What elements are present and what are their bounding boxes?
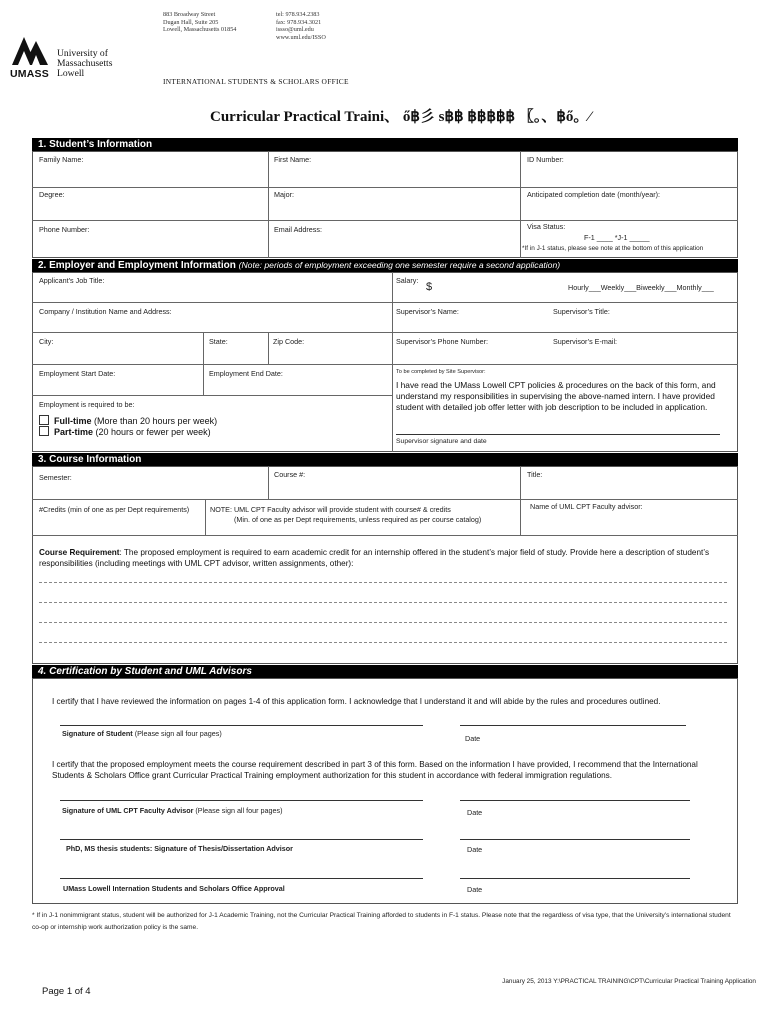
- contact-line: issso@uml.edu: [276, 26, 314, 33]
- visa-status-options[interactable]: F-1 ____ *J-1 _____: [584, 233, 650, 242]
- course-title-field[interactable]: Title:: [527, 470, 543, 479]
- contact-line: www.uml.edu/ISSO: [276, 33, 326, 41]
- parttime-detail: (20 hours or fewer per week): [95, 427, 211, 437]
- section-1-title: 1. Student’s Information: [38, 139, 153, 150]
- office-name: INTERNATIONAL STUDENTS & SCHOLARS OFFICE: [163, 77, 349, 86]
- address-line: 883 Broadway Street: [163, 11, 216, 18]
- company-field[interactable]: Company / Institution Name and Address:: [39, 307, 172, 316]
- office-date-label: Date: [467, 885, 483, 894]
- course-requirement-label: Course Requirement: [39, 548, 120, 557]
- course-requirement-description: : The proposed employment is required to earn academic credit for an internship offered in the student’s major field of study. Provide here a description of student’s responsibilities (including meetings with UML CPT advisor, written assignments, other):: [39, 548, 710, 568]
- advisor-name-field[interactable]: Name of UML CPT Faculty advisor:: [530, 502, 643, 511]
- parttime-option[interactable]: [39, 426, 211, 437]
- contact-line: tel: 978.934.2383: [276, 11, 320, 18]
- office-address: [163, 11, 236, 34]
- logo-line-1: University of: [57, 48, 108, 59]
- salary-period-options[interactable]: Hourly___Weekly___Biweekly___Monthly___: [568, 283, 714, 292]
- student-signature-title: Signature of Student: [62, 729, 133, 738]
- student-date-line[interactable]: [460, 725, 686, 726]
- logo-mark-text: UMASS: [10, 68, 49, 80]
- section-3-header: [32, 453, 738, 466]
- office-date-line[interactable]: [460, 878, 690, 879]
- first-name-field[interactable]: First Name:: [274, 155, 312, 164]
- site-supervisor-note: To be completed by Site Supervisor:: [396, 369, 486, 375]
- logo-line-3: Lowell: [57, 68, 85, 79]
- student-date-label: Date: [465, 734, 481, 743]
- job-title-field[interactable]: Applicant’s Job Title:: [39, 276, 105, 285]
- j1-footnote: * If in J-1 nonimmigrant status, student will be authorized for J-1 Academic Training, not the Curricular Practical Training afforded to students in F-1 status. Please note that the regardless of visa type, that the University’s international student co-op or internship work authorization policy is the same.: [32, 912, 731, 931]
- course-note-line-1: NOTE: UML CPT Faculty advisor will provide student with course# & credits: [210, 505, 451, 514]
- contact-line: fax: 978.934.3021: [276, 18, 322, 26]
- umass-lowell-logo: [10, 35, 122, 81]
- office-contact: [276, 11, 326, 41]
- section-1-header: [32, 138, 738, 151]
- description-line[interactable]: [39, 602, 727, 603]
- id-number-field[interactable]: ID Number:: [527, 155, 564, 164]
- email-address-field[interactable]: Email Address:: [274, 225, 322, 234]
- description-line[interactable]: [39, 622, 727, 623]
- credits-field[interactable]: #Credits (min of one as per Dept requirements): [39, 505, 190, 514]
- description-line[interactable]: [39, 642, 727, 643]
- thesis-date-label: Date: [467, 845, 483, 854]
- advisor-signature-title: Signature of UML CPT Faculty Advisor: [62, 806, 194, 815]
- end-date-field[interactable]: Employment End Date:: [209, 369, 283, 378]
- degree-field[interactable]: Degree:: [39, 190, 65, 199]
- supervisor-phone-field[interactable]: Supervisor’s Phone Number:: [396, 337, 489, 346]
- section-4-title: 4. Certification by Student and UML Advisors: [38, 666, 252, 677]
- salary-label: Salary:: [396, 276, 419, 285]
- advisor-signature-note: (Please sign all four pages): [195, 806, 283, 815]
- section-2-header: [32, 259, 738, 272]
- description-line[interactable]: [39, 582, 727, 583]
- course-note-line-2: (Min. of one as per Dept requirements, unless required as per course catalog): [234, 515, 482, 524]
- fulltime-label: Full-time: [54, 416, 92, 426]
- parttime-checkbox[interactable]: [39, 426, 49, 436]
- state-field[interactable]: State:: [209, 337, 228, 346]
- section-4-box: [32, 678, 738, 904]
- visa-status-label: Visa Status:: [527, 222, 566, 231]
- fulltime-detail: (More than 20 hours per week): [94, 416, 218, 426]
- section-3-title: 3. Course Information: [38, 454, 142, 465]
- supervisor-signature-label: Supervisor signature and date: [396, 438, 487, 445]
- advisor-date-label: Date: [467, 808, 483, 817]
- address-line: Dugan Hall, Suite 205: [163, 18, 219, 26]
- fulltime-checkbox[interactable]: [39, 415, 49, 425]
- section-2-note: (Note: periods of employment exceeding one semester require a second application): [238, 260, 561, 270]
- section-2-title: 2. Employer and Employment Information: [38, 260, 236, 271]
- employment-required-label: Employment is required to be:: [39, 400, 135, 409]
- thesis-date-line[interactable]: [460, 839, 690, 840]
- student-signature-label: [62, 729, 222, 738]
- parttime-label: Part-time: [54, 427, 94, 437]
- office-approval-label: [63, 884, 285, 893]
- supervisor-name-field[interactable]: Supervisor’s Name:: [396, 307, 459, 316]
- fulltime-option[interactable]: [39, 415, 217, 426]
- umass-logo-mark-icon: [10, 35, 50, 67]
- visa-status-note: *If in J-1 status, please see note at the bottom of this application: [522, 245, 704, 252]
- semester-field[interactable]: Semester:: [39, 473, 72, 482]
- supervisor-email-field[interactable]: Supervisor’s E-mail:: [553, 337, 618, 346]
- start-date-field[interactable]: Employment Start Date:: [39, 369, 116, 378]
- advisor-date-line[interactable]: [460, 800, 690, 801]
- thesis-signature-line[interactable]: [60, 839, 423, 840]
- city-field[interactable]: City:: [39, 337, 54, 346]
- advisor-signature-line[interactable]: [60, 800, 423, 801]
- course-number-field[interactable]: Course #:: [274, 470, 306, 479]
- page-number: Page 1 of 4: [42, 986, 91, 997]
- thesis-signature-title: PhD, MS thesis students: Signature of Thesis/Dissertation Advisor: [66, 844, 293, 853]
- advisor-signature-label: [62, 806, 283, 815]
- major-field[interactable]: Major:: [274, 190, 294, 199]
- phone-number-field[interactable]: Phone Number:: [39, 225, 90, 234]
- supervisor-statement: I have read the UMass Lowell CPT policies & procedures on the back of this form, and understand my responsibilities in supervising the above-named intern. I have provided student with detailed job offer letter with job description to be included in application.: [396, 380, 716, 412]
- section-4-header: [32, 665, 738, 678]
- address-line: Lowell, Massachusetts 01854: [163, 26, 237, 33]
- student-certification-text: I certify that I have reviewed the information on pages 1-4 of this application form. I acknowledge that I understand it and will abide by the rules and procedures outlined.: [52, 697, 661, 706]
- thesis-signature-label: [66, 844, 293, 853]
- salary-currency: $: [426, 281, 433, 293]
- document-path: January 25, 2013 Y:\PRACTICAL TRAINING\CPT\Curricular Practical Training Application: [502, 978, 756, 985]
- zip-code-field[interactable]: Zip Code:: [273, 337, 305, 346]
- student-signature-note: (Please sign all four pages): [134, 729, 222, 738]
- advisor-certification-text: I certify that the proposed employment meets the course requirement described in part 3 of this form. Based on the information I have provided, I recommend that the International Students & Scholars Office grant Curricular Practical Training employment authorization for this student in accordance with federal immigration regulations.: [52, 760, 698, 780]
- supervisor-signature-line[interactable]: [396, 434, 720, 435]
- family-name-field[interactable]: Family Name:: [39, 155, 84, 164]
- student-signature-line[interactable]: [60, 725, 423, 726]
- office-approval-line[interactable]: [60, 878, 423, 879]
- logo-line-2: Massachusetts: [57, 58, 113, 69]
- supervisor-title-field[interactable]: Supervisor’s Title:: [553, 307, 610, 316]
- completion-date-field[interactable]: Anticipated completion date (month/year):: [527, 190, 661, 199]
- course-requirement-text: [39, 547, 731, 569]
- page-title: Curricular Practical Traini、 ő฿彡 ѕ฿฿ ฿฿฿฿฿ 〖。、฿ő。⁄: [210, 109, 591, 125]
- office-approval-title: UMass Lowell Internation Students and Scholars Office Approval: [63, 884, 285, 893]
